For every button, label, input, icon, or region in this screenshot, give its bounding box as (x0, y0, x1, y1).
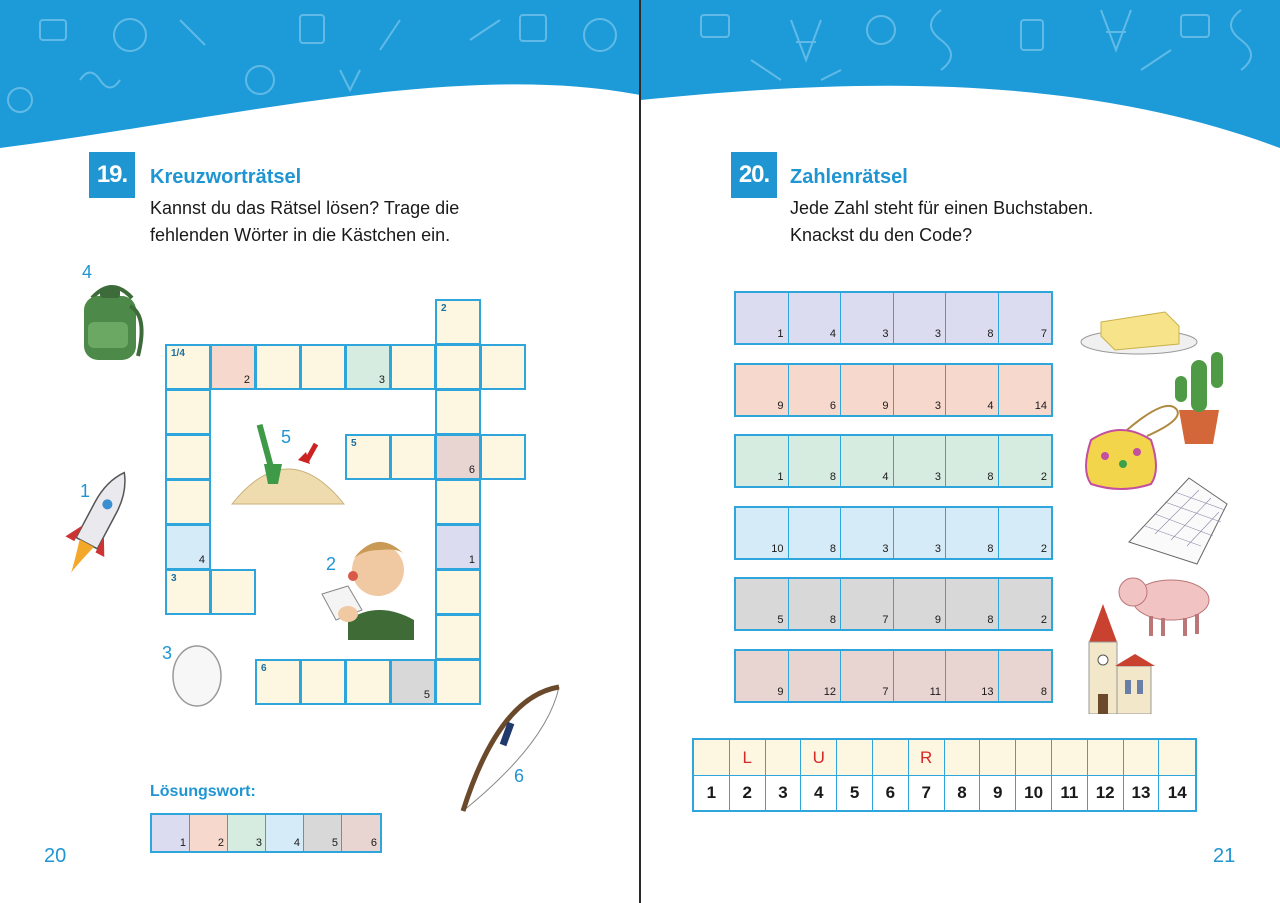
key-letter-cell[interactable] (1159, 740, 1195, 776)
solution-word-boxes (150, 813, 382, 853)
code-row-1 (734, 291, 1053, 345)
code-cell[interactable] (736, 365, 789, 415)
code-number: 7 (882, 686, 889, 698)
code-number: 6 (829, 400, 836, 412)
code-cell[interactable] (894, 436, 947, 486)
instruction-line-1: Kannst du das Rätsel lösen? Trage die (150, 198, 460, 218)
task-instruction (790, 195, 1093, 249)
header-banner (0, 0, 640, 150)
solution-cell[interactable] (266, 815, 304, 851)
crossword-cell[interactable] (300, 344, 346, 390)
code-cell[interactable] (999, 651, 1052, 701)
bow-illustration (455, 683, 565, 815)
code-cell[interactable] (736, 651, 789, 701)
key-letter-cell[interactable] (1088, 740, 1124, 776)
code-number: 8 (829, 614, 836, 626)
crossword-cell[interactable] (345, 434, 391, 480)
code-number: 9 (934, 614, 941, 626)
code-number: 9 (777, 686, 784, 698)
code-number: 3 (934, 400, 941, 412)
code-number: 9 (777, 400, 784, 412)
code-cell[interactable] (999, 579, 1052, 629)
letter-number: 2 (243, 374, 250, 386)
crossword-cell[interactable] (480, 434, 526, 480)
egg-illustration (170, 642, 224, 708)
crossword-cell[interactable] (435, 344, 481, 390)
crossword-cell[interactable] (255, 659, 301, 705)
crossword-cell[interactable] (435, 479, 481, 525)
code-number: 7 (1040, 328, 1047, 340)
instruction-line-2: fehlenden Wörter in die Kästchen ein. (150, 225, 451, 245)
crossword-cell[interactable] (480, 344, 526, 390)
letter-number: 5 (423, 689, 430, 701)
key-number-cell: 4 (801, 776, 837, 810)
page-number: 21 (1213, 845, 1236, 867)
picture-label-egg: 3 (162, 643, 173, 663)
task-title: Kreuzworträtsel (150, 166, 302, 188)
code-number: 4 (987, 400, 994, 412)
code-number: 1 (777, 471, 784, 483)
crossword-cell[interactable] (390, 344, 436, 390)
key-letter-cell[interactable] (837, 740, 873, 776)
code-cell[interactable] (789, 508, 842, 558)
code-number: 8 (829, 543, 836, 555)
code-number: 8 (987, 471, 994, 483)
code-number: 8 (829, 471, 836, 483)
task-number-badge: 19. (89, 152, 135, 198)
code-number: 3 (934, 471, 941, 483)
code-cell[interactable] (736, 436, 789, 486)
key-number-cell: 1 (694, 776, 730, 810)
task-title: Zahlenrätsel (790, 166, 908, 188)
solution-number: 1 (179, 837, 186, 849)
picture-label-sand: 5 (281, 427, 292, 447)
code-cell[interactable] (841, 579, 894, 629)
code-number: 3 (934, 543, 941, 555)
page-number: 20 (44, 845, 67, 867)
crossword-cell[interactable] (435, 434, 481, 480)
key-number-cell: 11 (1052, 776, 1088, 810)
code-number: 2 (1040, 614, 1047, 626)
letter-number: 1 (468, 554, 475, 566)
crossword-cell[interactable] (165, 479, 211, 525)
code-number: 11 (929, 686, 941, 698)
code-number: 8 (987, 543, 994, 555)
backpack-illustration (72, 278, 152, 366)
code-row-2 (734, 363, 1053, 417)
solution-number: 5 (331, 837, 338, 849)
crossword-cell[interactable] (435, 524, 481, 570)
code-cell[interactable] (789, 365, 842, 415)
code-cell[interactable] (894, 651, 947, 701)
code-cell[interactable] (999, 365, 1052, 415)
code-key-table (692, 738, 1197, 812)
code-cell[interactable] (946, 651, 999, 701)
crossword-cell[interactable] (165, 569, 211, 615)
key-number-cell: 7 (909, 776, 945, 810)
code-cell[interactable] (736, 293, 789, 343)
code-cell[interactable] (999, 508, 1052, 558)
key-letter-cell[interactable] (766, 740, 802, 776)
clue-number: 2 (441, 303, 447, 314)
key-letter-cell[interactable]: L (730, 740, 766, 776)
solution-number: 4 (293, 837, 300, 849)
solution-cell[interactable] (190, 815, 228, 851)
code-number: 9 (882, 400, 889, 412)
code-row-3 (734, 434, 1053, 488)
code-cell[interactable] (841, 436, 894, 486)
code-row-4 (734, 506, 1053, 560)
crossword-cell[interactable] (390, 434, 436, 480)
key-letter-cell[interactable] (694, 740, 730, 776)
instruction-line-1: Jede Zahl steht für einen Buchstaben. (790, 198, 1094, 218)
key-letter-cell[interactable] (1052, 740, 1088, 776)
rocket-illustration (58, 462, 138, 586)
key-letter-cell[interactable] (1016, 740, 1052, 776)
task-instruction (150, 195, 459, 249)
code-number: 14 (1034, 400, 1047, 412)
crossword-cell[interactable] (435, 614, 481, 660)
solution-number: 6 (370, 837, 377, 849)
code-cell[interactable] (946, 579, 999, 629)
key-letter-cell[interactable] (980, 740, 1016, 776)
solution-number: 3 (255, 837, 262, 849)
letter-number: 6 (468, 464, 475, 476)
key-number-cell: 8 (945, 776, 981, 810)
solution-label: Lösungswort: (150, 783, 256, 800)
code-cell[interactable] (736, 579, 789, 629)
key-number-cell: 10 (1016, 776, 1052, 810)
clue-number: 6 (261, 663, 267, 674)
crossword-cell[interactable] (435, 389, 481, 435)
code-number: 5 (777, 614, 784, 626)
code-number: 2 (1040, 471, 1047, 483)
letter-number: 4 (198, 554, 205, 566)
crossword-cell[interactable] (435, 569, 481, 615)
code-cell[interactable] (789, 436, 842, 486)
key-number-cell: 14 (1159, 776, 1195, 810)
crossword-cell[interactable] (435, 299, 481, 345)
code-cell[interactable] (946, 508, 999, 558)
crossword-cell[interactable] (300, 659, 346, 705)
crossword-cell[interactable] (390, 659, 436, 705)
crossword-cell[interactable] (210, 569, 256, 615)
key-number-cell: 3 (766, 776, 802, 810)
code-cell[interactable] (946, 436, 999, 486)
key-letter-cell[interactable] (945, 740, 981, 776)
crossword-cell[interactable] (255, 344, 301, 390)
header-banner (641, 0, 1280, 150)
right-page (641, 0, 1280, 903)
key-letter-cell[interactable]: U (801, 740, 837, 776)
picture-label-man: 2 (326, 554, 337, 574)
code-number: 1 (777, 328, 784, 340)
key-number-cell: 2 (730, 776, 766, 810)
crossword-cell[interactable] (165, 389, 211, 435)
crossword-cell[interactable] (210, 344, 256, 390)
code-number: 7 (882, 614, 889, 626)
church-illustration (1075, 602, 1155, 714)
code-number: 8 (987, 614, 994, 626)
crossword-cell[interactable] (165, 344, 211, 390)
code-number: 2 (1040, 543, 1047, 555)
clue-number: 1/4 (171, 348, 185, 359)
task-number-badge: 20. (731, 152, 777, 198)
solution-cell[interactable] (304, 815, 342, 851)
code-cell[interactable] (841, 508, 894, 558)
code-number: 3 (882, 543, 889, 555)
key-number-cell: 5 (837, 776, 873, 810)
code-number: 3 (934, 328, 941, 340)
code-cell[interactable] (894, 293, 947, 343)
code-row-6 (734, 649, 1053, 703)
sandpile-illustration (228, 422, 348, 512)
clue-number: 3 (171, 573, 177, 584)
code-row-5 (734, 577, 1053, 631)
solution-cell[interactable] (152, 815, 190, 851)
code-cell[interactable] (841, 651, 894, 701)
code-cell[interactable] (841, 293, 894, 343)
code-cell[interactable] (894, 365, 947, 415)
code-cell[interactable] (946, 365, 999, 415)
code-cell[interactable] (789, 651, 842, 701)
picture-label-rocket: 1 (80, 481, 91, 501)
solution-cell[interactable] (228, 815, 266, 851)
solution-number: 2 (217, 837, 224, 849)
code-cell[interactable] (789, 579, 842, 629)
code-cell[interactable] (946, 293, 999, 343)
letter-number: 3 (378, 374, 385, 386)
code-cell[interactable] (999, 293, 1052, 343)
crossword-cell[interactable] (165, 434, 211, 480)
key-number-cell: 9 (980, 776, 1016, 810)
crossword-cell[interactable] (165, 524, 211, 570)
clue-number: 5 (351, 438, 357, 449)
key-number-cell: 13 (1124, 776, 1160, 810)
key-letter-cell[interactable] (873, 740, 909, 776)
code-cell[interactable] (789, 293, 842, 343)
code-cell[interactable] (999, 436, 1052, 486)
picture-label-backpack: 4 (82, 262, 93, 282)
picture-label-bow: 6 (514, 766, 525, 786)
code-cell[interactable] (736, 508, 789, 558)
key-letter-cell[interactable]: R (909, 740, 945, 776)
key-letter-cell[interactable] (1124, 740, 1160, 776)
code-number: 3 (882, 328, 889, 340)
code-number: 8 (1040, 686, 1047, 698)
code-number: 4 (829, 328, 836, 340)
code-cell[interactable] (841, 365, 894, 415)
key-number-cell: 12 (1088, 776, 1124, 810)
sneezing-man-illustration (308, 536, 418, 640)
crossword-cell[interactable] (345, 659, 391, 705)
code-number: 8 (987, 328, 994, 340)
code-number: 4 (882, 471, 889, 483)
code-cell[interactable] (894, 508, 947, 558)
crossword-cell[interactable] (345, 344, 391, 390)
code-number: 13 (981, 686, 994, 698)
code-number: 10 (771, 543, 784, 555)
instruction-line-2: Knackst du den Code? (790, 225, 973, 245)
key-number-cell: 6 (873, 776, 909, 810)
code-number: 12 (823, 686, 836, 698)
solution-cell[interactable] (342, 815, 380, 851)
code-cell[interactable] (894, 579, 947, 629)
grid-paper-illustration (1125, 474, 1231, 566)
